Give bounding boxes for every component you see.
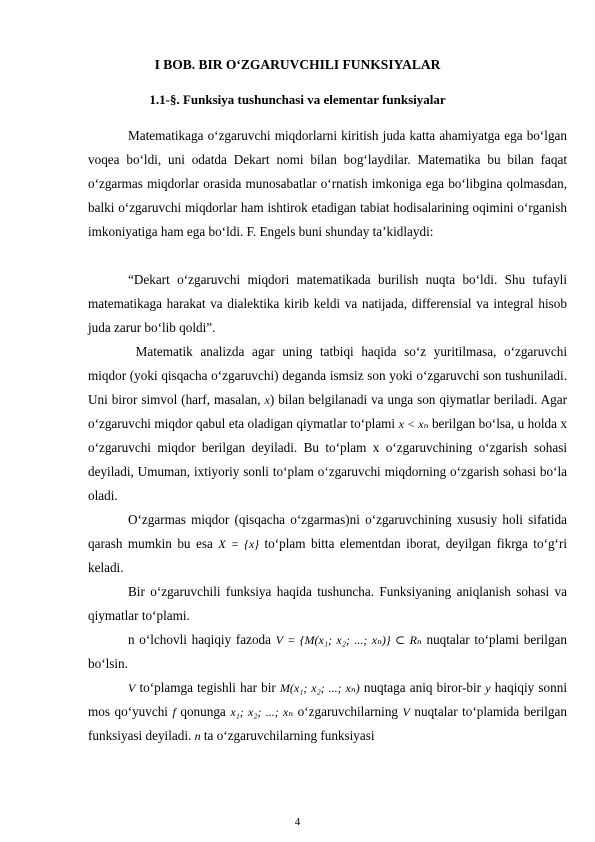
math-constant-set: X = {x} bbox=[218, 537, 260, 551]
chapter-title: I BOB. BIR O‘ZGARUVCHILI FUNKSIYALAR bbox=[154, 57, 441, 72]
section-title: 1.1-§. Funksiya tushunchasi va elementar funksiyalar bbox=[149, 92, 446, 107]
paragraph-space-text-a: n o‘lchovli haqiqiy fazoda bbox=[128, 632, 276, 647]
math-variables: x₁; x₂; ...; xₙ bbox=[230, 705, 294, 719]
paragraph-function-concept-text: Bir o‘zgaruvchili funksiya haqida tushuncha. Funksiyaning aniqlanish sohasi va qiymatlar to‘plami. bbox=[88, 584, 567, 623]
paragraph-variable-text-a: Matematik analizda agar uning tatbiqi haqida so‘z yuritilmasa, o‘zgaruvchi miqdor (yoki qisqacha o‘zgaruvchi) deganda ismsiz son yoki o‘zgaruvchi son tushuniladi. Uni biror simvol (harf, masalan, bbox=[88, 344, 567, 407]
math-v-second: V bbox=[402, 705, 410, 719]
paragraph-constant-text-a: O‘zgarmas miqdor (qisqacha o‘zgarmas)ni o‘zgaruvchining xususiy holi sifatida qarash mumkin bu esa bbox=[88, 512, 567, 551]
math-f: f bbox=[172, 705, 176, 719]
paragraph-intro bbox=[88, 124, 567, 244]
paragraph-constant bbox=[88, 508, 567, 580]
page-number: 4 bbox=[294, 816, 301, 828]
paragraph-constant-text-b: to‘plam bitta elementdan iborat, deyilgan fikrga to‘g‘ri keladi. bbox=[88, 536, 567, 575]
paragraph-definition-text-c: haqiqiy sonni mos qo‘yuvchi bbox=[88, 680, 568, 719]
math-point: M(x₁; x₂; ...; xₙ) bbox=[279, 681, 360, 695]
paragraph-definition-text-d: qonunga bbox=[175, 704, 231, 719]
paragraph-variable-text-c: berilgan bo‘lsa, u holda x o‘zgaruvchi miqdor berilgan deyiladi. Bu to‘plam x o‘zgaruvchining o‘zgarish sohasi deyiladi, Umuman, ixtiyoriy sonli to‘plam o‘zgaruvchi miqdorning o‘zgarish sohasi bo‘la oladi. bbox=[88, 416, 567, 503]
paragraph-function-concept bbox=[88, 580, 567, 628]
paragraph-space-text-b: nuqtalar to‘plami berilgan bo‘lsin. bbox=[88, 632, 567, 671]
math-n: n bbox=[194, 729, 201, 743]
paragraph-definition-text-f: nuqtalar to‘plamida berilgan funksiyasi deyiladi. bbox=[88, 704, 567, 743]
math-y: y bbox=[485, 681, 491, 695]
paragraph-variable bbox=[88, 340, 567, 508]
math-value-set: x < xₙ bbox=[398, 417, 429, 431]
paragraph-quote bbox=[88, 268, 567, 340]
paragraph-variable-text-b: ) bilan belgilanadi va unga son qiymatlar beriladi. Agar o‘zgaruvchi miqdor qabul eta oladigan qiymatlar to‘plami bbox=[88, 392, 567, 431]
math-v: V bbox=[128, 681, 136, 695]
paragraph-intro-text: Matematikaga o‘zgaruvchi miqdorlarni kiritish juda katta ahamiyatga ega bo‘lgan voqea bo‘ldi, uni odatda Dekart nomi bilan bog‘laydilar. Matematika bu bilan faqat o‘zgarmas miqdorlar orasida munosabatlar o‘rnatish imkoniga ega bo‘libgina qolmasdan, balki o‘zgaruvchi miqdorlar ham ishtirok etadigan tabiat hodisalarining oqimini o‘rganish imkoniyatiga ham ega bo‘ldi. F. Engels buni shunday ta’kidlaydi: bbox=[88, 128, 567, 239]
paragraph-space bbox=[88, 628, 567, 676]
paragraph-definition-text-a: to‘plamga tegishli har bir bbox=[135, 680, 280, 695]
paragraph-definition-text-b: nuqtaga aniq biror-bir bbox=[359, 680, 486, 695]
paragraph-definition bbox=[88, 676, 567, 748]
math-x: x bbox=[264, 393, 270, 407]
paragraph-definition-text-e: o‘zgaruvchilarning bbox=[293, 704, 403, 719]
paragraph-definition-text-g: ta o‘zgaruvchilarning funksiyasi bbox=[200, 728, 375, 743]
math-point-set: V = {M(x₁; x₂; ...; xₙ)} ⊂ Rₙ bbox=[275, 633, 422, 647]
paragraph-quote-text: “Dekart o‘zgaruvchi miqdori matematikada burilish nuqta bo‘ldi. Shu tufayli matematikaga harakat va dialektika kirib keldi va natijada, differensial va integral hisob juda zarur bo‘lib qoldi”. bbox=[88, 272, 567, 335]
